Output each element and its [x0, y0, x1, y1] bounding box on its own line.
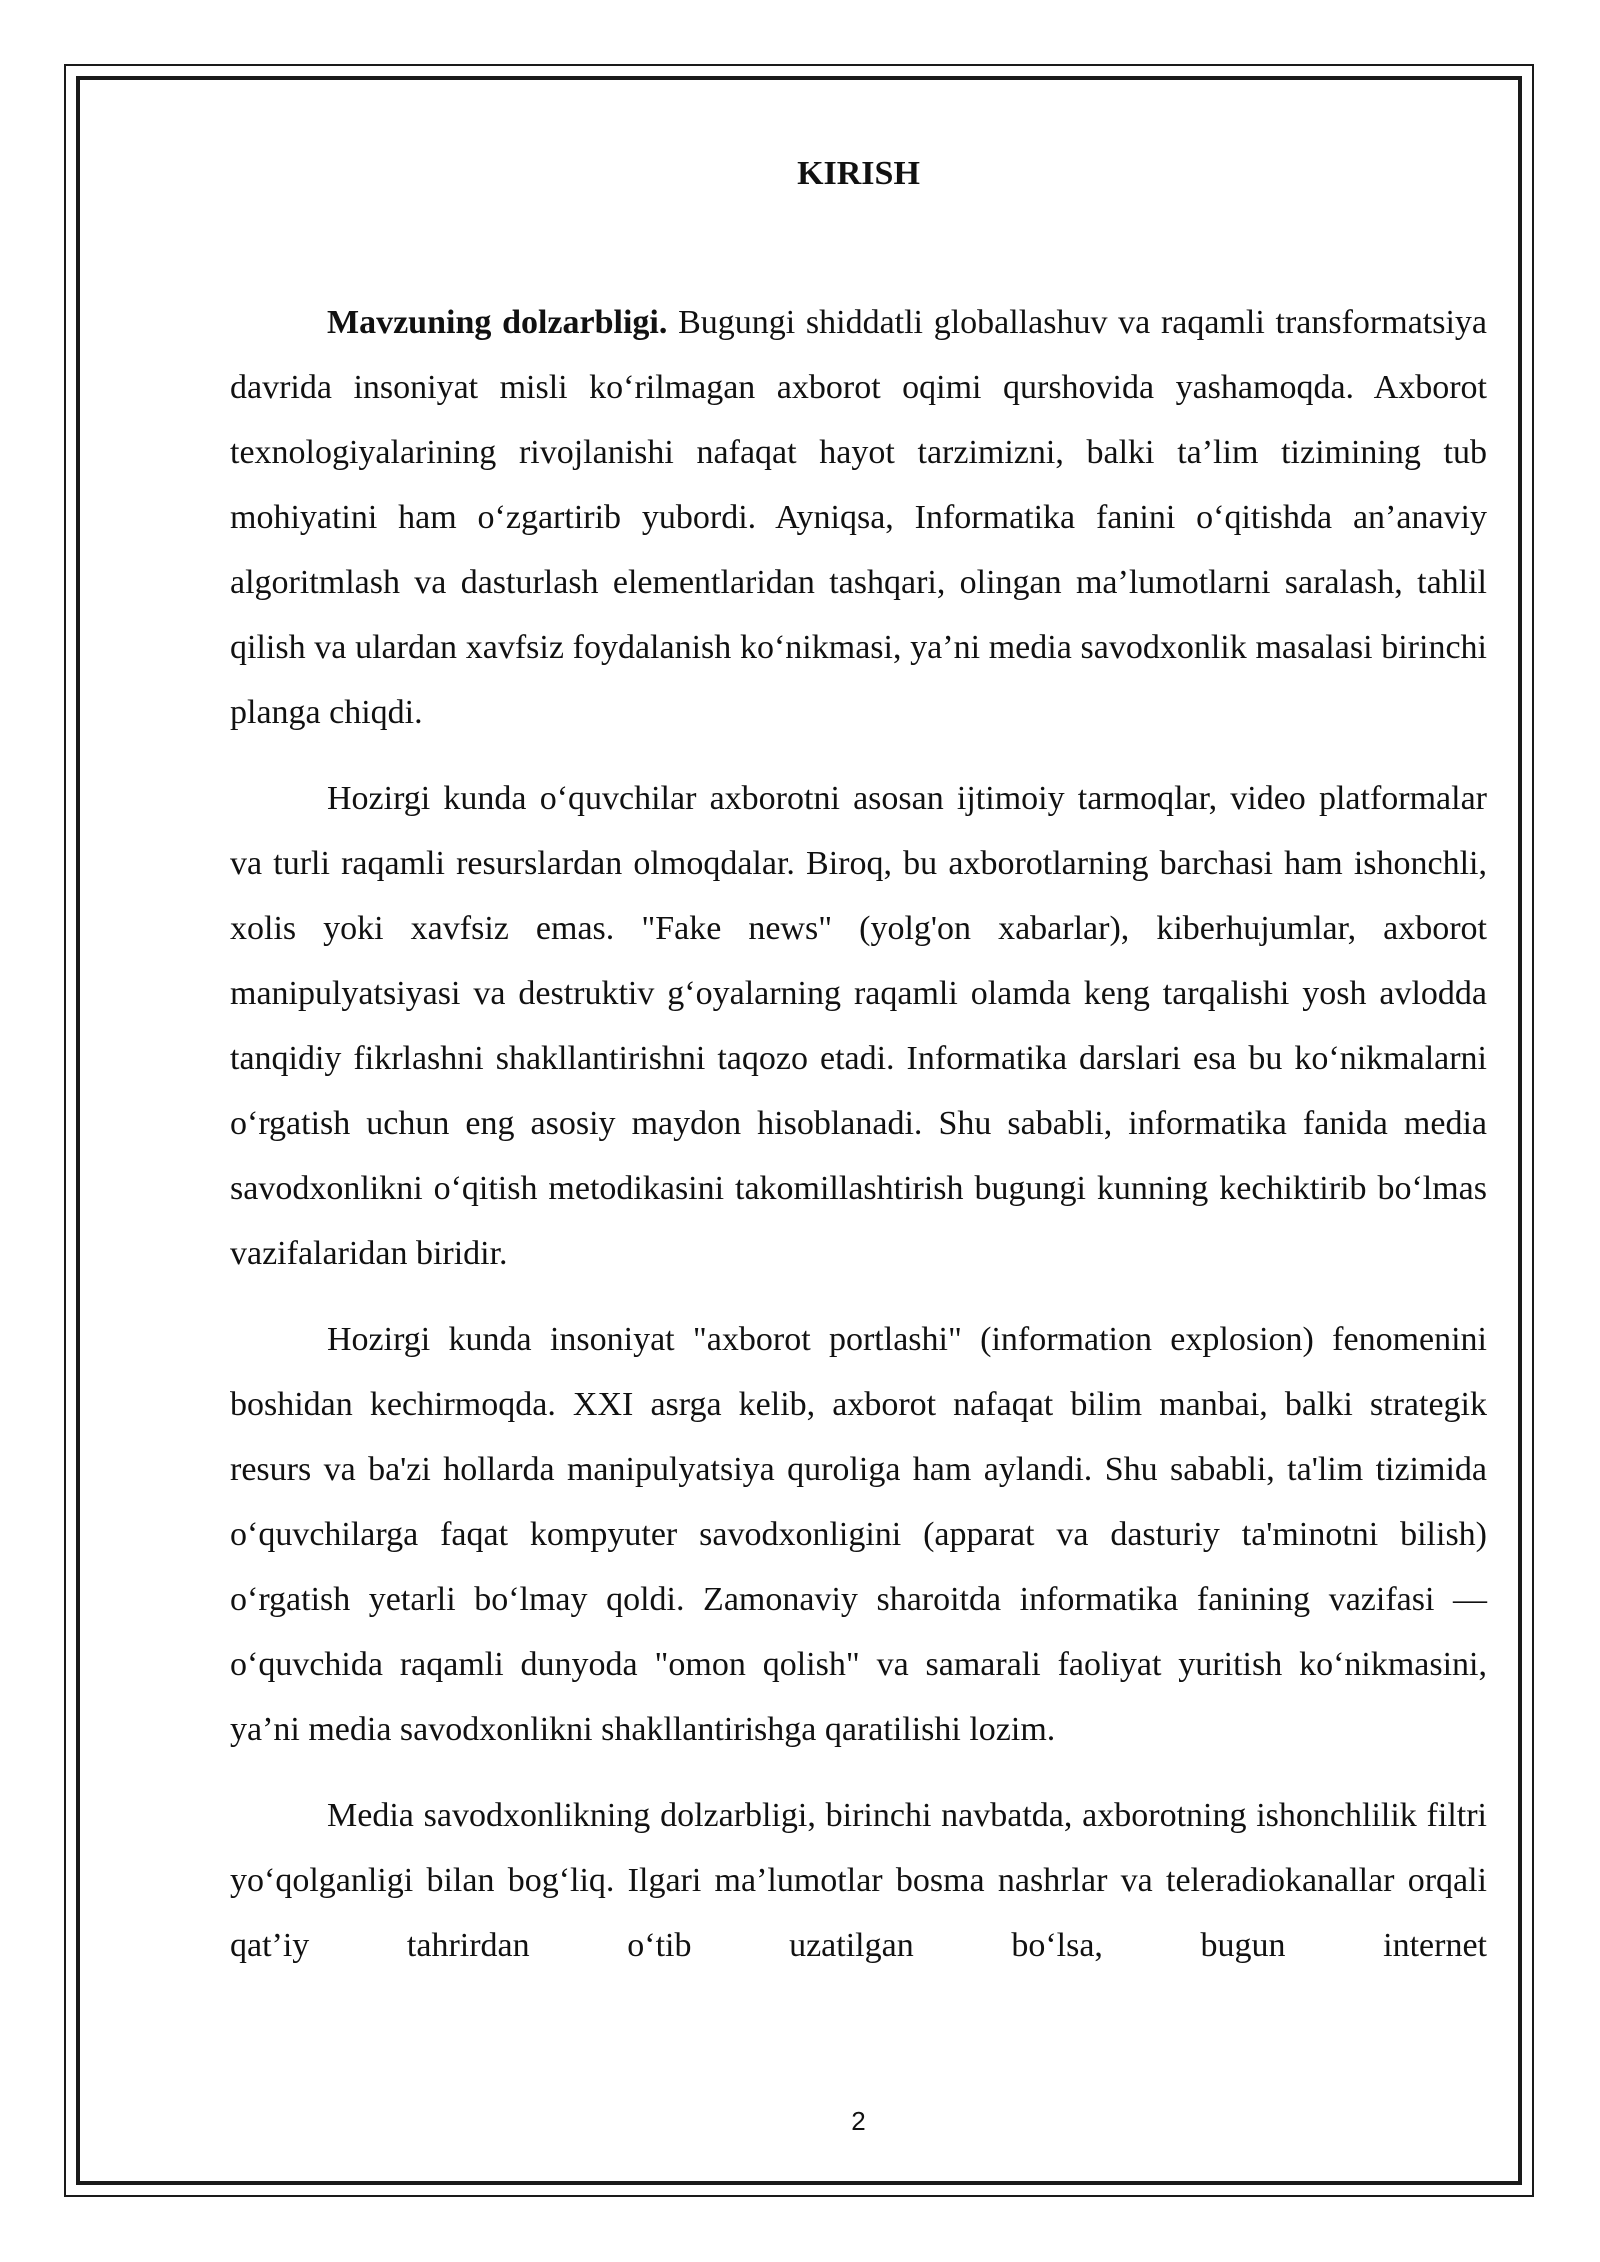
- page-number: 2: [851, 2106, 866, 2136]
- paragraph-3: Hozirgi kunda insoniyat "axborot portlashi" (information explosion) fenomenini boshidan kechirmoqda. XXI asrga kelib, axborot nafaqat bilim manbai, balki strategik resurs va ba'zi hollarda manipulyatsiya quroliga ham aylandi. Shu sababli, ta'lim tizimida o‘quvchilarga faqat kompyuter savodxonligini (apparat va dasturiy ta'minotni bilish) o‘rgatish yetarli bo‘lmay qoldi. Zamonaviy sharoitda informatika fanining vazifasi — o‘quvchida raqamli dunyoda "omon qolish" va samarali faoliyat yuritish ko‘nikmasini, ya’ni media savodxonlikni shakllantirishga qaratilishi lozim.: [230, 1321, 1487, 1748]
- paragraph-2: Hozirgi kunda o‘quvchilar axborotni asosan ijtimoiy tarmoqlar, video platformalar va turli raqamli resurslardan olmoqdalar. Biroq, bu axborotlarning barchasi ham ishonchli, xolis yoki xavfsiz emas. "Fake news" (yolg'on xabarlar), kiberhujumlar, axborot manipulyatsiyasi va destruktiv g‘oyalarning raqamli olamda keng tarqalishi yosh avlodda tanqidiy fikrlashni shakllantirishni taqozo etadi. Informatika darslari esa bu ko‘nikmalarni o‘rgatish uchun eng asosiy maydon hisoblanadi. Shu sababli, informatika fanida media savodxonlikni o‘qitish metodikasini takomillashtirish bugungi kunning kechiktirib bo‘lmas vazifalaridan biridir.: [230, 780, 1487, 1272]
- paragraph-4: Media savodxonlikning dolzarbligi, birinchi navbatda, axborotning ishonchlilik filtri yo‘qolganligi bilan bog‘liq. Ilgari ma’lumotlar bosma nashrlar va teleradiokanallar orqali qat’iy tahrirdan o‘tib uzatilgan bo‘lsa, bugun internet: [230, 1797, 1487, 1964]
- paragraph-1: [230, 290, 1487, 745]
- paragraph-text: Bugungi shiddatli globallashuv va raqamli transformatsiya davrida insoniyat misli ko‘rilmagan axborot oqimi qurshovida yashamoqda. Axborot texnologiyalarining rivojlanishi nafaqat hayot tarzimizni, balki ta’lim tizimining tub mohiyatini ham o‘zgartirib yubordi. Ayniqsa, Informatika fanini o‘qitishda an’anaviy algoritmlash va dasturlash elementlaridan tashqari, olingan ma’lumotlarni saralash, tahlil qilish va ulardan xavfsiz foydalanish ko‘nikmasi, ya’ni media savodxonlik masalasi birinchi planga chiqdi.: [230, 304, 1488, 731]
- section-title: KIRISH: [797, 155, 920, 192]
- body-text: [230, 290, 1487, 1999]
- paragraph-lead: Mavzuning dolzarbligi.: [327, 304, 668, 341]
